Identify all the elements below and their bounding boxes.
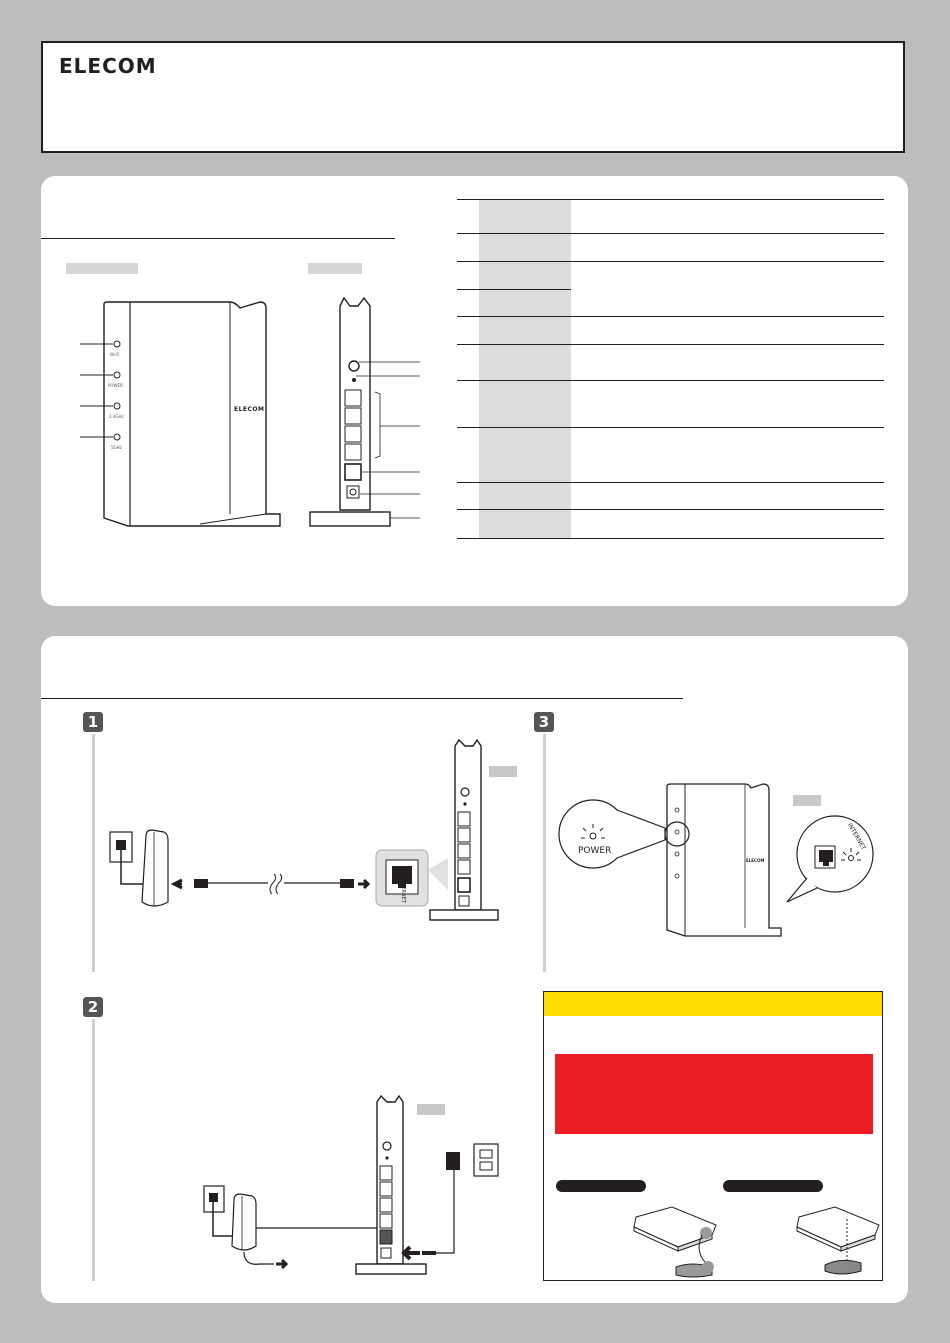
step1-internet-port-label: INTERNET: [400, 878, 406, 903]
step-1-badge: 1: [83, 712, 103, 732]
step-3-badge: 3: [534, 712, 554, 732]
step-3-line: [543, 734, 546, 972]
ng-example-pill: [723, 1180, 823, 1192]
step3-internet-callout-label: INTERNET: [845, 822, 867, 852]
led-label-wifi: Wi-Fi: [110, 352, 120, 357]
parts-title-rule: [41, 238, 395, 239]
parts-table: [457, 199, 884, 539]
elecom-logo: ELECOM: [59, 54, 157, 78]
step2-back-tag: [417, 1104, 445, 1115]
led-label-power: POWER: [108, 383, 123, 388]
front-device-logo: ELECOM: [234, 406, 265, 413]
ok-example-pill: [556, 1180, 646, 1192]
warning-header-bar: [544, 992, 882, 1016]
warning-red-notice: [555, 1054, 873, 1134]
stand-example-right: [795, 1205, 885, 1281]
router-back-illustration: [310, 296, 420, 528]
step-2-badge: 2: [83, 997, 103, 1017]
step3-device-logo: ELECOM: [746, 858, 765, 863]
step3-illustration: [555, 780, 885, 940]
step2-illustration: [200, 1096, 510, 1276]
step3-power-callout-label: POWER: [578, 846, 612, 856]
stand-example-left: [632, 1205, 722, 1281]
step-2-line: [92, 1019, 95, 1281]
step3-back-tag: [793, 795, 821, 806]
step1-back-tag: [489, 766, 517, 777]
back-view-label: [308, 263, 362, 274]
led-label-24ghz: 2.4GHz: [109, 414, 124, 419]
header-box: [41, 41, 905, 153]
step-1-line: [92, 734, 95, 972]
led-label-5ghz: 5GHz: [111, 445, 122, 450]
front-view-label: [66, 263, 138, 274]
step1-illustration: [108, 740, 528, 920]
setup-title-rule: [41, 698, 683, 699]
